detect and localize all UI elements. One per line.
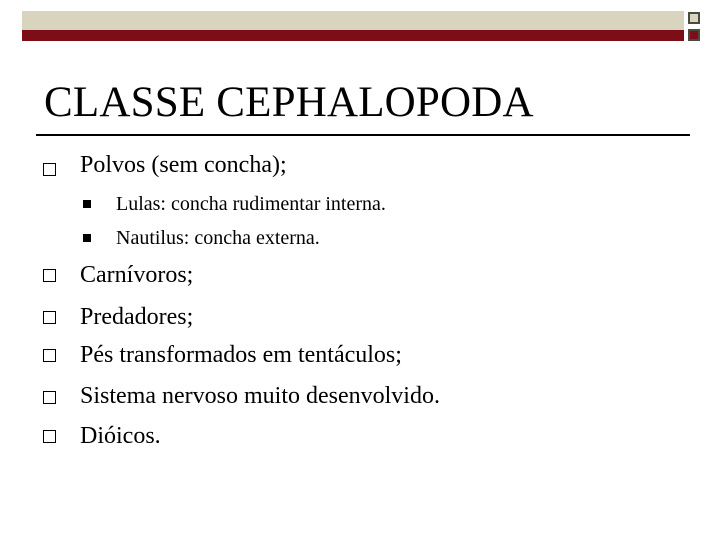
bullet-item-pes-transformados: Pés transformados em tentáculos; <box>80 342 402 368</box>
hollow-square-bullet-icon <box>43 269 56 282</box>
hollow-square-bullet-icon <box>43 391 56 404</box>
title-underline <box>36 134 690 136</box>
hollow-square-bullet-icon <box>43 430 56 443</box>
filled-square-bullet-icon <box>83 234 91 242</box>
decorative-square-bottom <box>688 29 700 41</box>
hollow-square-bullet-icon <box>43 163 56 176</box>
bullet-item-polvos: Polvos (sem concha); <box>80 152 287 178</box>
hollow-square-bullet-icon <box>43 349 56 362</box>
decorative-square-top <box>688 12 700 24</box>
header-band-bottom <box>22 30 684 41</box>
subbullet-item-lulas: Lulas: concha rudimentar interna. <box>116 193 386 215</box>
bullet-item-sistema-nervoso: Sistema nervoso muito desenvolvido. <box>80 383 440 409</box>
bullet-item-dioicos: Dióicos. <box>80 423 161 449</box>
bullet-item-carnivoros: Carnívoros; <box>80 262 194 288</box>
bullet-item-predadores: Predadores; <box>80 304 194 330</box>
slide-title: CLASSE CEPHALOPODA <box>44 79 534 126</box>
hollow-square-bullet-icon <box>43 311 56 324</box>
filled-square-bullet-icon <box>83 200 91 208</box>
header-band-top <box>22 11 684 30</box>
subbullet-item-nautilus: Nautilus: concha externa. <box>116 227 320 249</box>
